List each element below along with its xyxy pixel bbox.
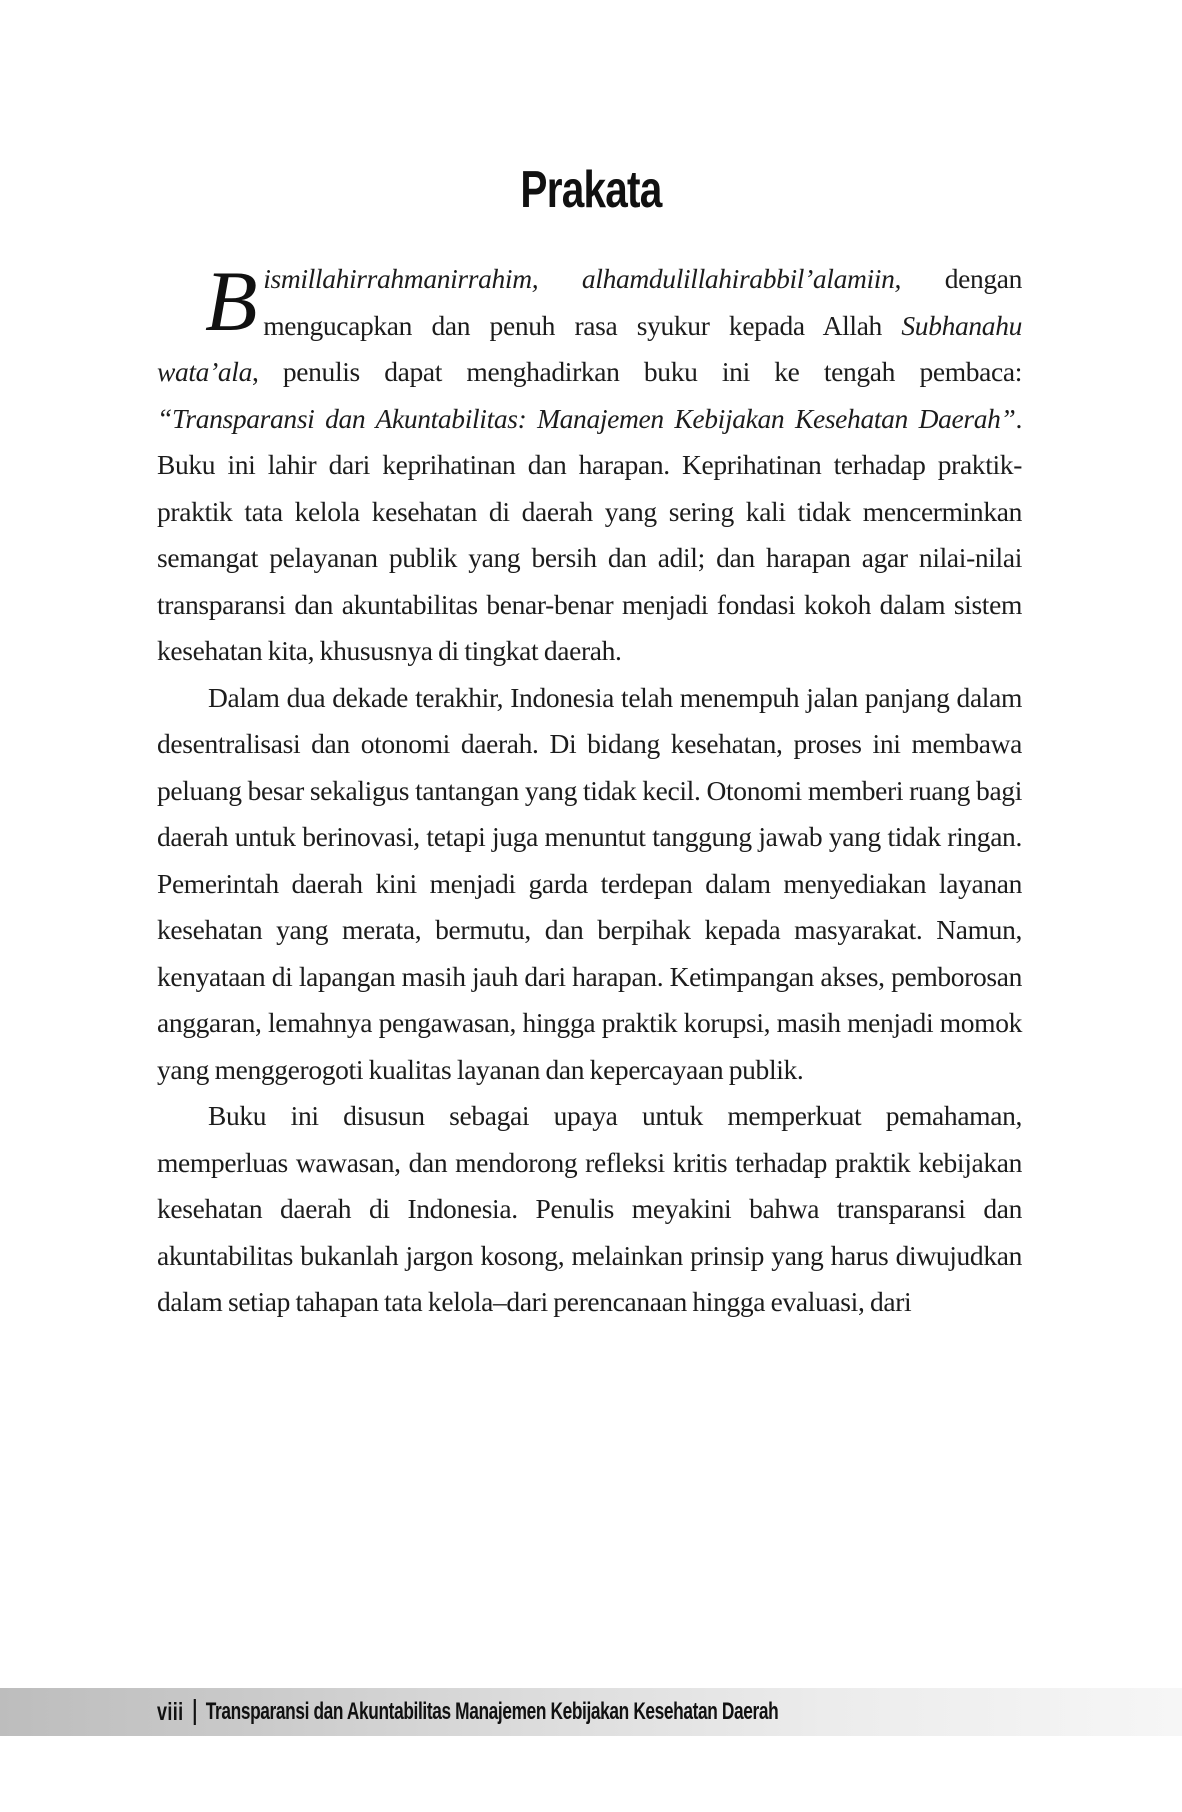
dropcap: B: [205, 253, 258, 349]
text-segment: ismillahirrahmanirrahim, alhamdulillahirabbil’alamiin,: [263, 263, 902, 294]
paragraph-3: Buku ini disusun sebagai upaya untuk memperkuat pemahaman, memperluas wawasan, dan mendorong refleksi kritis terhadap praktik kebijakan kesehatan daerah di Indonesia. Penulis meyakini bahwa transparansi dan akuntabilitas bukanlah jargon kosong, melainkan prinsip yang harus diwujudkan dalam setiap tahapan tata kelola–dari perencanaan hingga evaluasi, dari: [157, 1100, 1022, 1317]
text-segment: Subhanahu wata’ala: [157, 309, 1022, 387]
paragraph-2: Dalam dua dekade terakhir, Indonesia telah menempuh jalan panjang dalam desentralisasi dan otonomi daerah. Di bidang kesehatan, proses ini membawa peluang besar sekaligus tantangan yang tidak kecil. Otonomi memberi ruang bagi daerah untuk berinovasi, tetapi juga menuntut tanggung jawab yang tidak ringan. Pemerintah daerah kini menjadi garda terdepan dalam menyediakan layanan kesehatan yang merata, bermutu, dan berpihak kepada masyarakat. Namun, kenyataan di lapangan masih jauh dari harapan. Ketimpangan akses, pemborosan anggaran, lemahnya pengawasan, hingga praktik korupsi, masih menjadi momok yang menggerogoti kualitas layanan dan kepercayaan publik.: [157, 681, 1022, 1085]
running-footer: [157, 1695, 778, 1729]
footer-divider: [194, 1699, 196, 1725]
paragraph-1: [157, 253, 1023, 675]
text-segment: . Buku ini lahir dari keprihatinan dan harapan. Keprihatinan terhadap praktik-praktik tata kelola kesehatan di daerah yang sering kali tidak mencerminkan semangat pelayanan publik yang bersih dan adil; dan harapan agar nilai-nilai transparansi dan akuntabilitas benar-benar menjadi fondasi kokoh dalam sistem kesehatan kita, khususnya di tingkat daerah.: [157, 402, 1022, 666]
page-number: viii: [157, 1697, 184, 1726]
body-text: [157, 253, 1023, 1326]
text-segment: dengan mengucapkan dan penuh rasa syukur kepada Allah: [263, 263, 1023, 341]
text-segment: , penulis dapat menghadirkan buku ini ke tengah pembaca:: [251, 356, 1022, 387]
book-title-quote: “Transparansi dan Akuntabilitas: Manajemen Kebijakan Kesehatan Daerah”: [157, 402, 1016, 434]
running-title: Transparansi dan Akuntabilitas Manajemen Kebijakan Kesehatan Daerah: [205, 1698, 779, 1725]
page-title: Prakata: [520, 161, 662, 219]
